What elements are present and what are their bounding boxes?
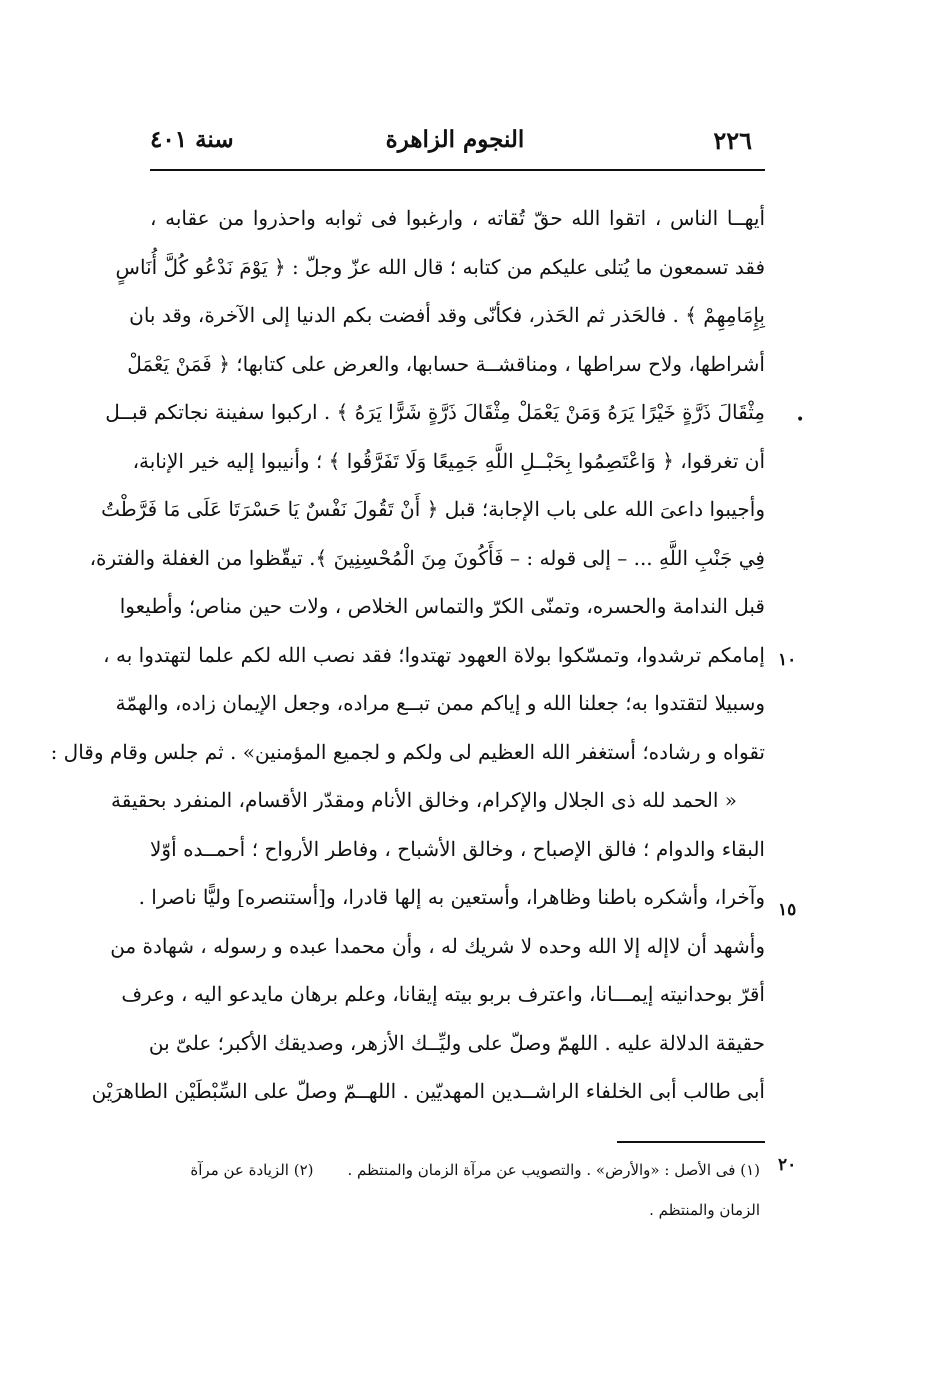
book-title: النجوم الزاهرة <box>385 126 525 153</box>
text-line: وآخرا، وأشكره باطنا وظاهرا، وأستعين به إلها قادرا، و[أستنصره] وليًّا ناصرا . <box>138 885 765 909</box>
text-line: أشراطها، ولاح سراطها ، ومناقشــة حسابها، والعرض على كتابها؛ ﴿ فَمَنْ يَعْمَلْ <box>127 351 765 376</box>
line-number-20: ٢٠ <box>778 1155 797 1175</box>
text-line: وأشهد أن لاإله إلا الله وحده لا شريك له ، وأن محمدا عبده و رسوله ، شهادة من <box>110 933 765 958</box>
text-line: قبل الندامة والحسره، وتمنّى الكرّ والتماس الخلاص ، ولات حين مناص؛ وأطيعوا <box>119 594 765 618</box>
page-number: ٢٢٦ <box>713 126 752 155</box>
year-label: سنة ٤٠١ <box>150 126 234 153</box>
text-line: أيهــا الناس ، اتقوا الله حقّ تُقاته ، وارغبوا فى ثوابه واحذروا من عقابه ، <box>150 206 765 230</box>
margin-bullet: • <box>796 412 805 428</box>
text-line: تقواه و رشاده؛ أستغفر الله العظيم لى ولكم و لجميع المؤمنين» . ثم جلس وقام وقال : <box>50 739 765 764</box>
footnotes <box>150 1150 760 1230</box>
footnote-line <box>150 1150 760 1190</box>
text-line: أبى طالب أبى الخلفاء الراشــدين المهديّين . اللهــمّ وصلّ على السِّبْطَيْن الطاهرَيْن <box>91 1079 765 1103</box>
line-number-10: ١٠ <box>778 650 797 670</box>
text-line: أقرّ بوحدانيته إيمـــانا، واعترف بربو بيته إيقانا، وعلم برهان مايدعو اليه ، وعرف <box>121 982 765 1006</box>
footnote-2-continued: الزمان والمنتظم . <box>649 1201 760 1219</box>
text-line: بِإِمَامِهِمْ ﴾ . فالحَذر ثم الحَذر، فكأنّى وقد أفضت بكم الدنيا إلى الآخرة، وقد بان <box>129 303 765 327</box>
text-line: فِي جَنْبِ اللَّهِ ... – إلى قوله : – فَأَكُونَ مِنَ الْمُحْسِنِينَ ﴾. تيقّظوا من الغفلة والفترة، <box>89 545 765 570</box>
footnote-2: (٢) الزيادة عن مرآة <box>190 1161 314 1179</box>
text-line: حقيقة الدلالة عليه . اللهمّ وصلّ على وليِّــك الأزهر، وصديقك الأكبر؛ علىّ بن <box>148 1030 765 1055</box>
footnote-1: (١) فى الأصل : «والأرض» . والتصويب عن مرآة الزمان والمنتظم . <box>347 1161 760 1179</box>
footnote-line <box>150 1190 760 1230</box>
text-line: البقاء والدوام ؛ فالق الإصباح ، وخالق الأشباح ، وفاطر الأرواح ؛ أحمــده أوّلا <box>150 836 765 861</box>
running-header <box>150 118 760 158</box>
text-line: إمامكم ترشدوا، وتمسّكوا بولاة العهود تهتدوا؛ فقد نصب الله لكم علما لتهتدوا به ، <box>103 642 765 667</box>
text-line: مِثْقَالَ ذَرَّةٍ خَيْرًا يَرَهُ وَمَنْ يَعْمَلْ مِثْقَالَ ذَرَّةٍ شَرًّا يَرَهُ ﴾ . اركبوا سفينة نجاتكم قبــل <box>105 400 765 424</box>
text-line: فقد تسمعون ما يُتلى عليكم من كتابه ؛ قال الله عزّ وجلّ : ﴿ يَوْمَ نَدْعُو كُلَّ أُنَاسٍ <box>115 254 765 279</box>
line-number-15: ١٥ <box>778 900 797 920</box>
footnote-rule <box>617 1141 765 1143</box>
body-text <box>50 194 765 1116</box>
text-line: أن تغرقوا، ﴿ وَاعْتَصِمُوا بِحَبْــلِ اللَّهِ جَمِيعًا وَلَا تَفَرَّقُوا ﴾ ؛ وأنيبوا إليه خير الإنابة، <box>132 448 765 473</box>
header-rule <box>150 169 765 171</box>
text-line: وأجيبوا داعىَ الله على باب الإجابة؛ قبل ﴿ أَنْ تَقُولَ نَفْسٌ يَا حَسْرَتَا عَلَى مَا فَرَّطْتُ <box>101 497 765 521</box>
text-line: « الحمد لله ذى الجلال والإكرام، وخالق الأنام ومقدّر الأقسام، المنفرد بحقيقة <box>111 788 737 812</box>
text-line: وسبيلا لتقتدوا به؛ جعلنا الله و إياكم ممن تبــع مراده، وجعل الإيمان زاده، والهمّة <box>115 691 765 715</box>
